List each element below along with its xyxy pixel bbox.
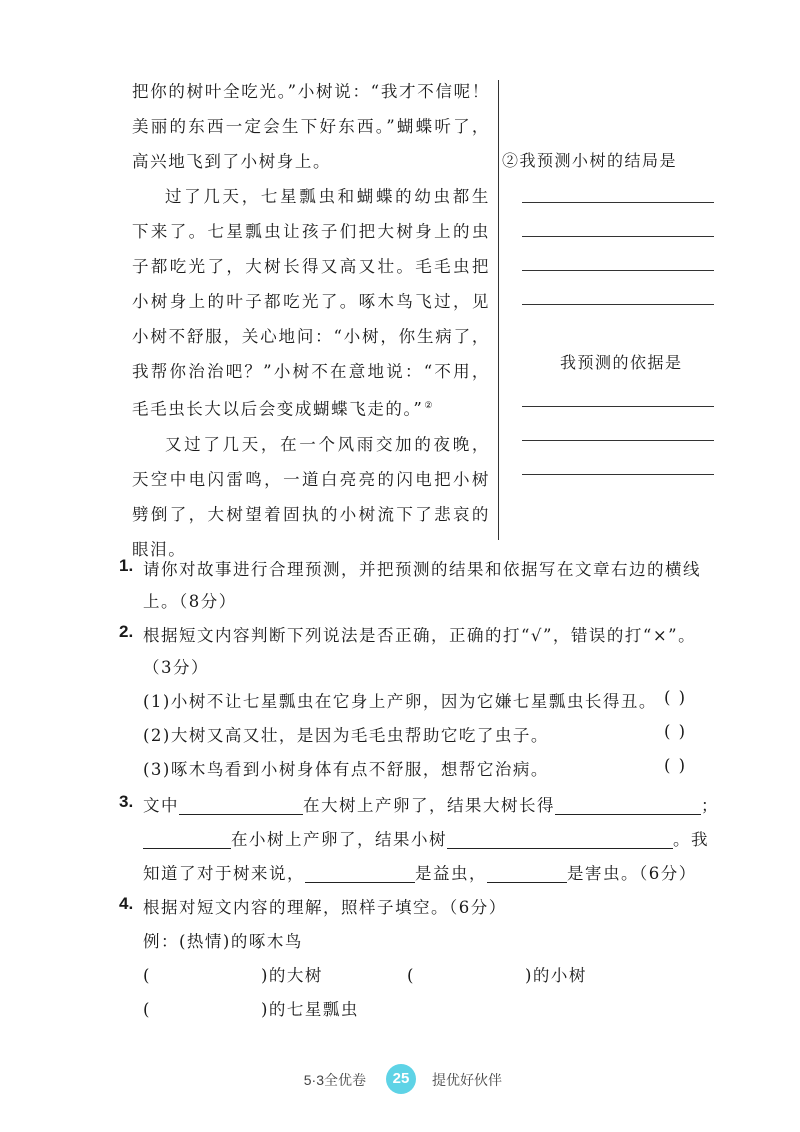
open-paren-2: ( — [407, 966, 415, 985]
question-2-item-2: (2)大树又高又壮，是因为毛毛虫帮助它吃了虫子。 — [143, 726, 549, 745]
question-2 — [119, 622, 729, 782]
fill-big-tree-suffix: )的大树 — [260, 966, 323, 985]
prediction-result-prompt: ②我预测小树的结局是 — [502, 151, 678, 170]
blank-harmful-insect[interactable] — [487, 864, 567, 883]
blank-insect-on-big-tree[interactable] — [179, 796, 303, 815]
question-3-number: 3. — [119, 792, 134, 811]
prediction-basis-prompt: 我预测的依据是 — [560, 353, 683, 372]
blank-small-tree-result[interactable] — [447, 830, 673, 849]
page-number-badge: 25 — [386, 1064, 416, 1094]
question-3-text-g: 是益虫， — [415, 864, 487, 883]
page-footer — [0, 1060, 800, 1100]
fill-small-tree-suffix: )的小树 — [524, 966, 587, 985]
question-1-text-line2: 上。（8分） — [143, 592, 237, 611]
question-3-text-a: 文中 — [143, 796, 179, 815]
passage-paragraph-2-text: 过了几天，七星瓢虫和蝴蝶的幼虫都生下来了。七星瓢虫让孩子们把大树身上的虫子都吃光了，大树长得又高又壮。毛毛虫把小树身上的叶子都吃光了。啄木鸟飞过，见小树不舒服，关心地问：“小树，你生病了，我帮你治治吧？”小树不在意地说：“不用，毛毛虫长大以后会变成蝴蝶飞走的。” — [132, 187, 490, 419]
question-4-text: 根据对短文内容的理解，照样子填空。（6分） — [143, 898, 507, 917]
answer-line-result-3[interactable] — [522, 270, 714, 271]
question-3 — [119, 792, 729, 892]
fill-ladybug — [143, 996, 359, 1020]
question-3-text-c: ； — [701, 796, 719, 815]
footer-slogan: 提优好伙伴 — [432, 1072, 502, 1088]
answer-line-basis-2[interactable] — [522, 440, 714, 441]
answer-line-result-4[interactable] — [522, 304, 714, 305]
question-3-text-h: 是害虫。（6分） — [567, 864, 697, 883]
question-3-text-b: 在大树上产卵了，结果大树长得 — [303, 796, 555, 815]
passage-paragraph-3: 又过了几天，在一个风雨交加的夜晚，天空中电闪雷鸣，一道白亮亮的闪电把小树劈倒了，大树望着固执的小树流下了悲哀的眼泪。 — [132, 434, 490, 559]
question-4-number: 4. — [119, 894, 134, 913]
question-3-line2 — [143, 826, 709, 850]
question-2-number: 2. — [119, 622, 134, 641]
fill-big-tree — [143, 962, 323, 986]
answer-line-basis-1[interactable] — [522, 406, 714, 407]
question-3-text-d: 在小树上产卵了，结果小树 — [231, 830, 447, 849]
blank-big-tree-result[interactable] — [555, 796, 701, 815]
reading-passage — [132, 74, 490, 567]
question-3-text-e: 。我 — [673, 830, 709, 849]
question-2-text-line1: 根据短文内容判断下列说法是否正确，正确的打“√”，错误的打“×”。 — [143, 626, 697, 645]
fill-ladybug-suffix: )的七星瓢虫 — [260, 1000, 359, 1019]
answer-line-result-1[interactable] — [522, 202, 714, 203]
answer-paren-item-1[interactable]: ( ) — [664, 688, 687, 707]
open-paren-1: ( — [143, 966, 151, 985]
question-4-example: 例：(热情)的啄木鸟 — [143, 932, 303, 951]
answer-paren-item-2[interactable]: ( ) — [664, 722, 687, 741]
answer-paren-item-3[interactable]: ( ) — [664, 756, 687, 775]
question-3-text-f: 知道了对于树来说， — [143, 864, 305, 883]
open-paren-3: ( — [143, 1000, 151, 1019]
footer-series-name: 5·3全优卷 — [303, 1072, 366, 1088]
blank-beneficial-insect[interactable] — [305, 864, 415, 883]
answer-line-result-2[interactable] — [522, 236, 714, 237]
answer-line-basis-3[interactable] — [522, 474, 714, 475]
column-divider — [498, 80, 499, 540]
passage-paragraph-1: 把你的树叶全吃光。”小树说：“我才不信呢！美丽的东西一定会生下好东西。”蝴蝶听了，高兴地飞到了小树身上。 — [132, 82, 490, 171]
blank-insect-on-small-tree[interactable] — [143, 830, 231, 849]
question-4 — [119, 894, 729, 1024]
annotation-mark: ② — [424, 401, 433, 411]
question-3-line3 — [143, 860, 697, 884]
question-1-text-line1: 请你对故事进行合理预测，并把预测的结果和依据写在文章右边的横线 — [143, 560, 701, 579]
question-2-item-3: (3)啄木鸟看到小树身体有点不舒服，想帮它治病。 — [143, 760, 549, 779]
question-1-number: 1. — [119, 556, 134, 575]
question-1 — [119, 556, 729, 626]
passage-paragraph-2 — [132, 179, 490, 427]
question-3-line1 — [143, 792, 719, 816]
question-2-item-1: (1)小树不让七星瓢虫在它身上产卵，因为它嫌七星瓢虫长得丑。 — [143, 692, 657, 711]
fill-small-tree — [407, 962, 587, 986]
question-2-text-line2: （3分） — [143, 658, 209, 677]
